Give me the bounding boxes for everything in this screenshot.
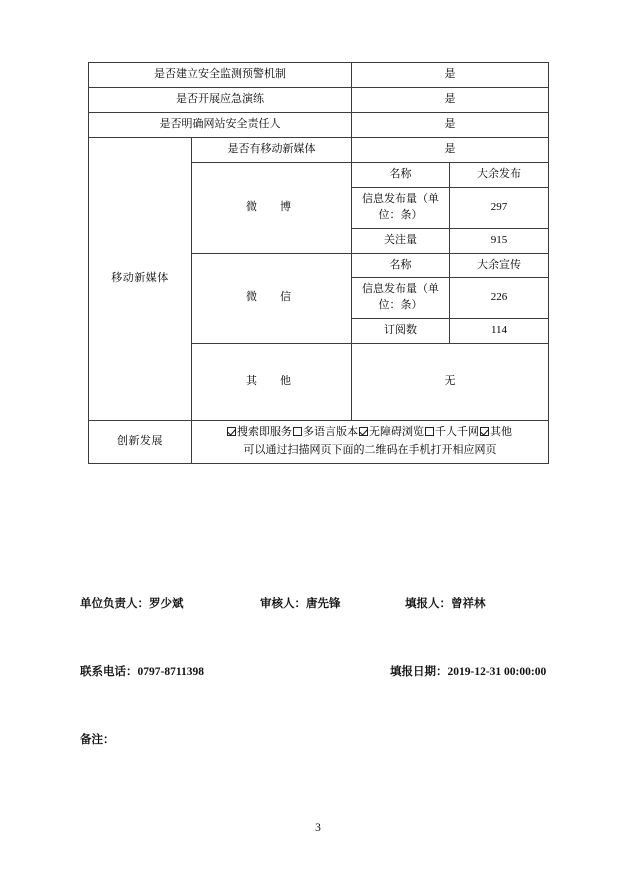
subcategory-other: 其 他 bbox=[192, 344, 352, 421]
filler bbox=[405, 595, 486, 611]
row-label-has-mobile-media: 是否有移动新媒体 bbox=[192, 137, 352, 162]
option-search-as-service[interactable] bbox=[227, 426, 292, 438]
table-row bbox=[89, 421, 549, 464]
row-label-security-monitoring: 是否建立安全监测预警机制 bbox=[89, 63, 352, 88]
signature-row-2 bbox=[80, 663, 560, 693]
reviewer-label: 审核人： bbox=[260, 598, 306, 610]
signature-row-1 bbox=[80, 595, 560, 625]
phone-value: 0797-8711398 bbox=[137, 666, 204, 678]
innovation-note: 可以通过扫描网页下面的二维码在手机打开相应网页 bbox=[243, 444, 497, 457]
unit-head bbox=[80, 595, 184, 611]
row-label-emergency-drill: 是否开展应急演练 bbox=[89, 87, 352, 112]
weibo-publish-count-label: 信息发布量（单位：条） bbox=[352, 187, 450, 228]
row-value-security-officer: 是 bbox=[352, 112, 549, 137]
row-value-other-media: 无 bbox=[352, 344, 549, 421]
innovation-options-cell bbox=[192, 421, 549, 464]
subcategory-weibo: 微 博 bbox=[192, 162, 352, 253]
row-value-has-mobile-media: 是 bbox=[352, 137, 549, 162]
table-row bbox=[89, 112, 549, 137]
option-label: 无障碍浏览 bbox=[369, 426, 424, 439]
phone bbox=[80, 663, 204, 679]
category-innovation: 创新发展 bbox=[89, 421, 192, 464]
checkbox-icon[interactable] bbox=[293, 427, 302, 436]
weixin-name-value: 大余宣传 bbox=[450, 253, 549, 278]
signature-row-3 bbox=[80, 731, 560, 761]
report-date bbox=[390, 663, 546, 679]
unit-head-value: 罗少斌 bbox=[149, 598, 184, 610]
weixin-publish-count-label: 信息发布量（单位：条） bbox=[352, 278, 450, 319]
option-label: 千人千网 bbox=[435, 426, 479, 439]
report-table bbox=[88, 62, 549, 464]
option-label: 其他 bbox=[490, 426, 512, 439]
weixin-subscribers-label: 订阅数 bbox=[352, 319, 450, 344]
weixin-name-label: 名称 bbox=[352, 253, 450, 278]
option-multilingual[interactable] bbox=[293, 426, 358, 438]
option-accessibility[interactable] bbox=[359, 426, 424, 438]
filler-label: 填报人： bbox=[405, 598, 451, 610]
weixin-publish-count-value: 226 bbox=[450, 278, 549, 319]
row-label-security-officer: 是否明确网站安全责任人 bbox=[89, 112, 352, 137]
checkbox-icon[interactable] bbox=[227, 427, 236, 436]
date-label: 填报日期： bbox=[390, 666, 448, 678]
filler-value: 曾祥林 bbox=[451, 598, 486, 610]
table-row bbox=[89, 137, 549, 162]
option-label: 多语言版本 bbox=[303, 426, 358, 439]
option-label: 搜索即服务 bbox=[237, 426, 292, 439]
phone-label: 联系电话： bbox=[80, 666, 138, 678]
checkbox-icon[interactable] bbox=[359, 427, 368, 436]
reviewer-value: 唐先锋 bbox=[306, 598, 341, 610]
weibo-followers-label: 关注量 bbox=[352, 228, 450, 253]
weibo-followers-value: 915 bbox=[450, 228, 549, 253]
option-other[interactable] bbox=[480, 426, 512, 438]
remark-label: 备注： bbox=[80, 734, 115, 746]
weibo-name-label: 名称 bbox=[352, 162, 450, 187]
weibo-publish-count-value: 297 bbox=[450, 187, 549, 228]
checkbox-icon[interactable] bbox=[480, 427, 489, 436]
subcategory-weixin: 微 信 bbox=[192, 253, 352, 344]
weibo-name-value: 大余发布 bbox=[450, 162, 549, 187]
option-personalized-web[interactable] bbox=[425, 426, 479, 438]
date-value: 2019-12-31 00:00:00 bbox=[447, 666, 547, 678]
table-row bbox=[89, 87, 549, 112]
unit-head-label: 单位负责人： bbox=[80, 598, 149, 610]
checkbox-icon[interactable] bbox=[425, 427, 434, 436]
row-value-security-monitoring: 是 bbox=[352, 63, 549, 88]
weixin-subscribers-value: 114 bbox=[450, 319, 549, 344]
page-number: 3 bbox=[315, 822, 321, 834]
table-row bbox=[89, 63, 549, 88]
row-value-emergency-drill: 是 bbox=[352, 87, 549, 112]
reviewer bbox=[260, 595, 341, 611]
category-mobile-new-media: 移动新媒体 bbox=[89, 137, 192, 420]
